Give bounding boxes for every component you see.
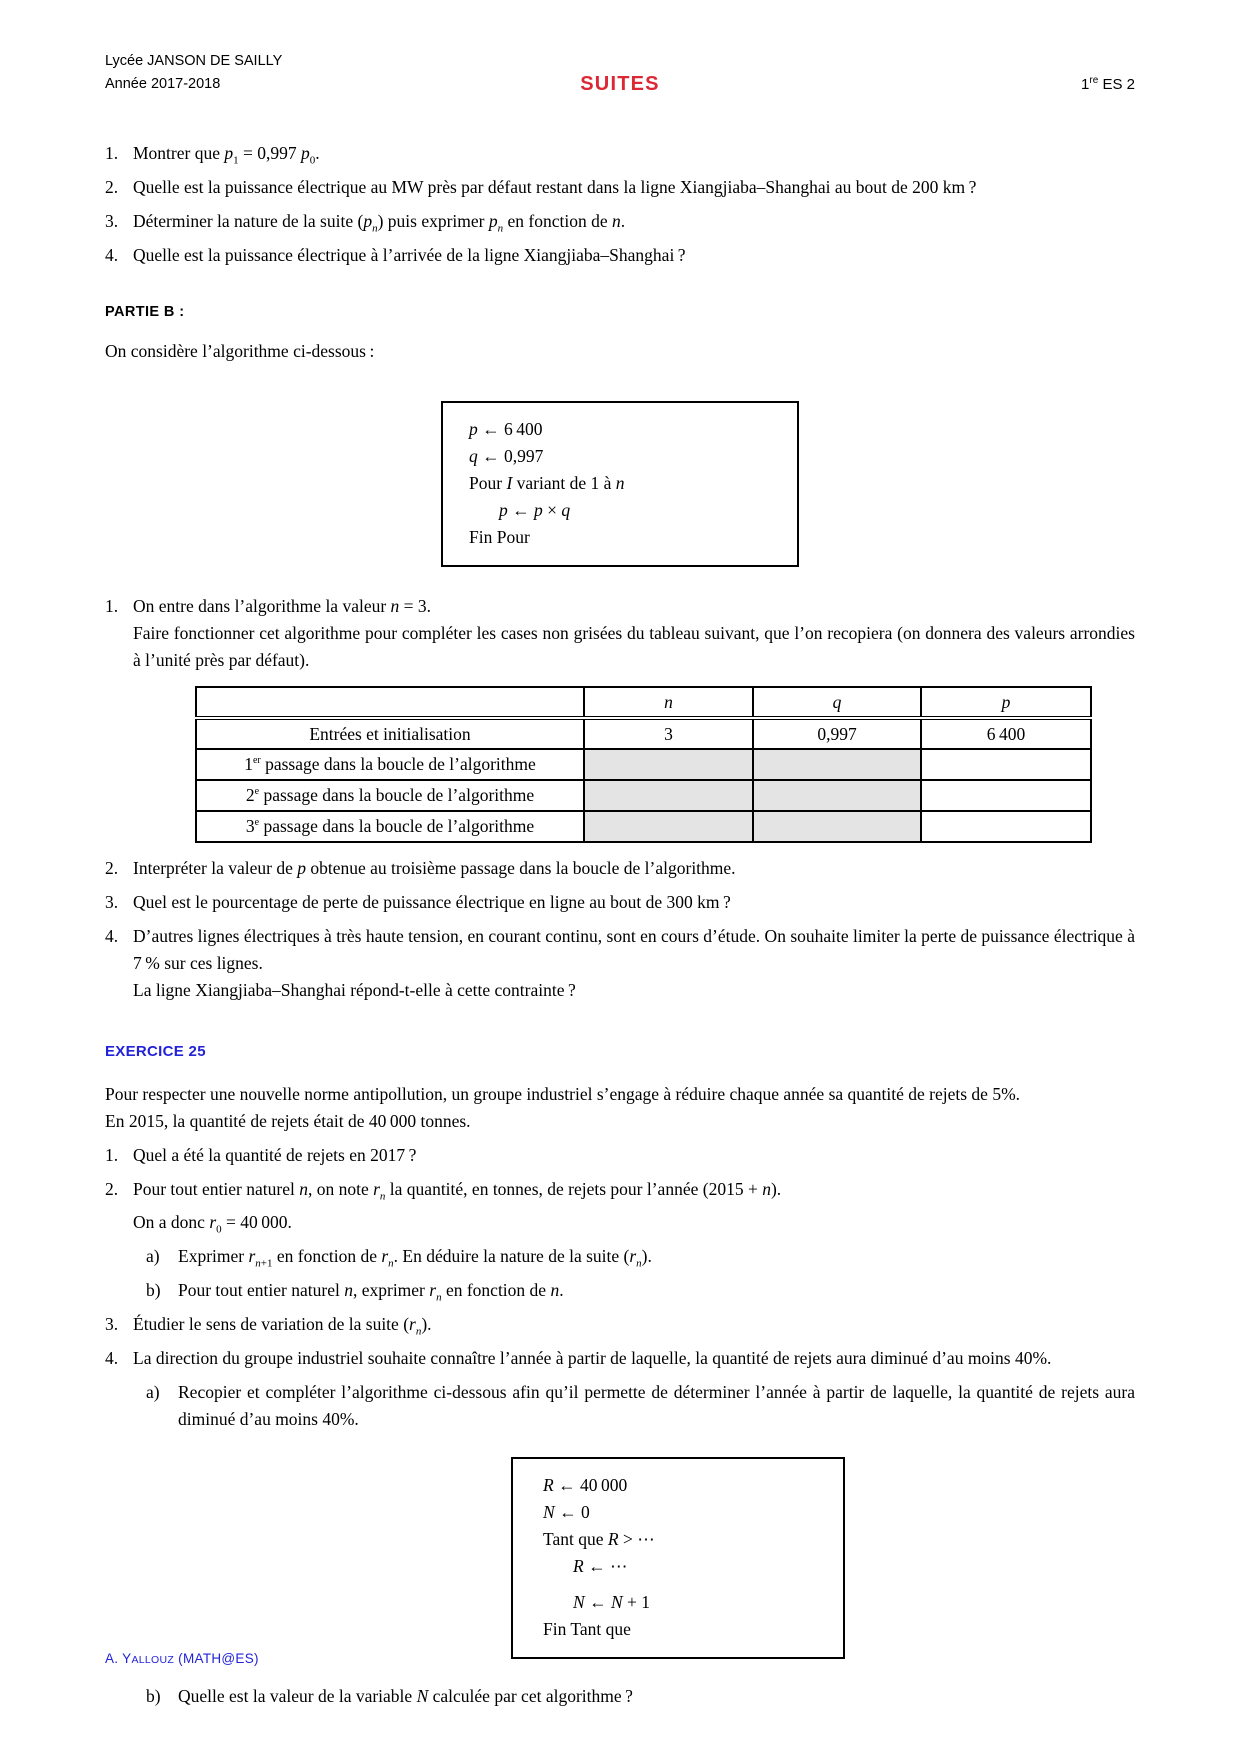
cell-p-blank — [921, 749, 1091, 780]
algo-line: Pour I variant de 1 à n — [469, 473, 625, 493]
cell-n-shaded — [584, 811, 753, 842]
exercice-25-heading: EXERCICE 25 — [105, 1043, 206, 1060]
ex25-intro-2: En 2015, la quantité de rejets était de 40 000 tonnes. — [105, 1111, 471, 1131]
ex25-item-3 — [105, 1311, 1135, 1338]
author-footer — [105, 1645, 259, 1674]
table-row — [196, 780, 1091, 811]
table-row — [196, 749, 1091, 780]
class-rest: ES 2 — [1098, 76, 1135, 93]
ex25-item-2-note: On a donc $r_0 = 40$ 000. — [133, 1212, 292, 1236]
ex25-item-2 — [105, 1176, 1135, 1304]
table-row — [196, 811, 1091, 842]
item-text — [133, 1345, 1135, 1710]
cell-p-blank — [921, 780, 1091, 811]
ex25-item-4a — [133, 1379, 1135, 1433]
partb-item-1-line1: On entre dans l’algorithme la valeur n = 3. — [133, 596, 432, 616]
table-row — [196, 718, 1091, 749]
cell-p: 6 400 — [921, 718, 1091, 749]
algorithm-box-tantque — [511, 1457, 845, 1659]
item-text — [133, 593, 1135, 674]
ex25-item-2-text: Pour tout entier naturel n, on note $r_n$ la quantité, en tonnes, de rejets pour l’année (2015 + n). — [133, 1179, 782, 1203]
partb-item-4 — [105, 923, 1135, 1004]
cell-n-shaded — [584, 749, 753, 780]
item-number: 1. — [105, 596, 119, 616]
parta-item-2 — [105, 174, 1135, 201]
page-header — [105, 50, 1135, 98]
sub-item-text: Quelle est la valeur de la variable N calculée par cet algorithme ? — [178, 1686, 633, 1706]
page-title: SUITES — [580, 73, 660, 95]
item-number: 2. — [105, 177, 119, 197]
algo-line: Fin Pour — [469, 527, 530, 547]
ex25-intro-1: Pour respecter une nouvelle norme antipollution, un groupe industriel s’engage à réduire chaque année sa quantité de rejets de 5%. — [105, 1084, 1021, 1104]
class-sup: re — [1089, 75, 1099, 86]
item-number: 3. — [105, 211, 119, 231]
row-label: Entrées et initialisation — [196, 718, 584, 749]
footer-prefix: A. Y — [105, 1651, 132, 1666]
footer-name: ALLOUZ — [131, 1654, 175, 1666]
algorithm-trace-table — [195, 686, 1092, 843]
header-left — [105, 50, 448, 96]
item-text: Déterminer la nature de la suite $(p_n)$ puis exprimer $p_n$ en fonction de n. — [133, 211, 626, 235]
algo-line: R ← 40 000 — [543, 1475, 628, 1495]
item-number: 2. — [105, 1179, 119, 1199]
cell-q: 0,997 — [753, 718, 921, 749]
ex25-item-2b — [133, 1277, 1135, 1304]
parta-item-4 — [105, 242, 1135, 269]
item-number: 2. — [105, 858, 119, 878]
cell-q-shaded — [753, 749, 921, 780]
footer-suffix: (MATH@ES) — [174, 1651, 259, 1666]
school-name: Lycée JANSON DE SAILLY — [105, 53, 283, 69]
partb-item-3 — [105, 889, 1135, 916]
sub-item-label: b) — [146, 1280, 161, 1300]
header-cell-p: p — [921, 687, 1091, 718]
parta-item-1 — [105, 140, 1135, 167]
school-year: Année 2017-2018 — [105, 76, 221, 92]
item-number: 4. — [105, 926, 119, 946]
item-number: 3. — [105, 1314, 119, 1334]
table-header-row — [196, 687, 1091, 718]
algo-line: R ← ⋯ — [573, 1556, 628, 1576]
cell-n-shaded — [584, 780, 753, 811]
cell-q-shaded — [753, 780, 921, 811]
algo-line: N ← 0 — [543, 1502, 590, 1522]
sub-item-text: Pour tout entier naturel n, exprimer $r_n$ en fonction de n. — [178, 1280, 564, 1304]
ex25-item-4-text: La direction du groupe industriel souhaite connaître l’année à partir de laquelle, la quantité de rejets aura diminué d’au moins 40%. — [133, 1348, 1052, 1368]
algo-line: Tant que R > ⋯ — [543, 1529, 655, 1549]
item-number: 3. — [105, 892, 119, 912]
item-number: 4. — [105, 245, 119, 265]
item-text: Quelle est la puissance électrique à l’arrivée de la ligne Xiangjiaba–Shanghai ? — [133, 245, 686, 265]
sub-item-label: a) — [146, 1382, 160, 1402]
item-number: 4. — [105, 1348, 119, 1368]
item-text — [133, 1176, 1135, 1304]
class-base: 1 — [1081, 76, 1090, 93]
row-label: 1er passage dans la boucle de l’algorithme — [196, 749, 584, 780]
ex25-item-2a — [133, 1243, 1135, 1270]
row-label: 3e passage dans la boucle de l’algorithme — [196, 811, 584, 842]
item-number: 1. — [105, 1145, 119, 1165]
item-text: Montrer que $p_1 = 0,997$ $p_0$. — [133, 143, 320, 167]
partb-item-4-line2: La ligne Xiangjiaba–Shanghai répond-t-elle à cette contrainte ? — [133, 980, 576, 1000]
partb-item-1 — [105, 593, 1135, 674]
algo-line: q ← 0,997 — [469, 446, 544, 466]
partb-item-1-line2: Faire fonctionner cet algorithme pour compléter les cases non grisées du tableau suivant, que l’on recopiera (on donnera des valeurs arrondies à l’unité près par défaut). — [133, 623, 1135, 670]
partie-b-intro: On considère l’algorithme ci-dessous : — [105, 341, 375, 361]
row-label: 2e passage dans la boucle de l’algorithme — [196, 780, 584, 811]
sub-item-label: b) — [146, 1686, 161, 1706]
cell-q-shaded — [753, 811, 921, 842]
cell-p-blank — [921, 811, 1091, 842]
ex25-item-1 — [105, 1142, 1135, 1169]
partb-item-4-line1: D’autres lignes électriques à très haute tension, en courant continu, sont en cours d’étude. On souhaite limiter la perte de puissance électrique à 7 % sur ces lignes. — [133, 926, 1135, 973]
ex25-item-4 — [105, 1345, 1135, 1710]
item-number: 1. — [105, 143, 119, 163]
algo-line: p ← 6 400 — [469, 419, 543, 439]
item-text: Quel a été la quantité de rejets en 2017 ? — [133, 1145, 417, 1165]
parta-item-3 — [105, 208, 1135, 235]
partb-item-2 — [105, 855, 1135, 882]
header-cell-empty — [196, 687, 584, 718]
algo-line: N ← N + 1 — [573, 1592, 650, 1612]
algo-line: Fin Tant que — [543, 1619, 631, 1639]
item-text: Étudier le sens de variation de la suite $(r_n)$. — [133, 1314, 432, 1338]
item-text — [133, 923, 1135, 1004]
algo-line: p ← p × q — [499, 500, 571, 520]
header-cell-n: n — [584, 687, 753, 718]
cell-n: 3 — [584, 718, 753, 749]
item-text: Quel est le pourcentage de perte de puissance électrique en ligne au bout de 300 km ? — [133, 892, 731, 912]
algorithm-box-pour — [441, 401, 799, 567]
class-label — [792, 50, 1135, 98]
sub-item-text: Recopier et compléter l’algorithme ci-dessous afin qu’il permette de déterminer l’année à partir de laquelle, la quantité de rejets aura diminué d’au moins 40%. — [178, 1382, 1135, 1429]
sub-item-text: Exprimer $r_{n+1}$ en fonction de $r_n$. En déduire la nature de la suite $(r_n)$. — [178, 1246, 652, 1270]
sub-item-label: a) — [146, 1246, 160, 1266]
header-cell-q: q — [753, 687, 921, 718]
item-text: Quelle est la puissance électrique au MW près par défaut restant dans la ligne Xiangjiaba–Shanghai au bout de 200 km ? — [133, 177, 977, 197]
ex25-item-4b — [133, 1683, 1135, 1710]
partie-b-heading: PARTIE B : — [105, 304, 185, 320]
item-text: Interpréter la valeur de p obtenue au troisième passage dans la boucle de l’algorithme. — [133, 858, 736, 878]
